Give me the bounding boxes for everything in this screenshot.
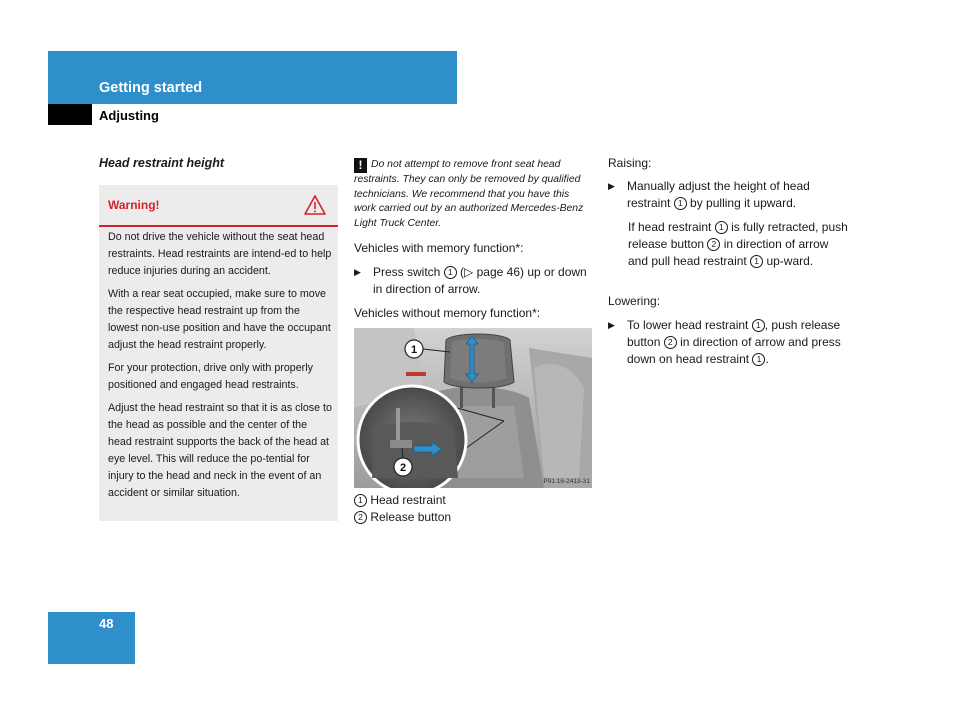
warning-header xyxy=(99,185,338,227)
bullet-arrow-icon: ▶ xyxy=(354,267,361,277)
warning-paragraph: Adjust the head restraint so that it is as close to the head as possible and the center of the head restraint supports the back of the head at eye level. This will reduce the po-tential for injury to the head and neck in the event of an accident or similar situation. xyxy=(108,402,332,499)
lowering-step xyxy=(608,317,848,368)
step-text: Manually adjust the height of head restraint 1 by pulling it upward. xyxy=(627,179,810,210)
marker-1: 1 xyxy=(750,255,763,268)
marker-2: 2 xyxy=(664,336,677,349)
page-ref-link[interactable]: page 46) up or down in direction of arrow. xyxy=(373,265,587,296)
page-ref-icon: ▷ xyxy=(464,265,474,279)
marker-1: 1 xyxy=(715,221,728,234)
caution-note-text: Do not attempt to remove front seat head restraints. They can only be removed by qualified technicians. We recommend that you have this work carried out by an authorized Mercedes-Benz Light Truck Center. xyxy=(354,159,584,229)
step-text: To lower head restraint 1 , push release button 2 in direction of arrow and press down on head restraint 1 . xyxy=(627,318,841,366)
section-title: Adjusting xyxy=(99,108,159,123)
raising-note: If head restraint 1 is fully retracted, push release button 2 in direction of arrow and pull head restraint 1 up-ward. xyxy=(628,220,848,268)
marker-2: 2 xyxy=(354,511,367,524)
bullet-arrow-icon: ▶ xyxy=(608,181,615,191)
warning-box xyxy=(99,185,338,521)
subheading: Head restraint height xyxy=(99,156,225,170)
seat-illustration xyxy=(354,328,592,488)
raising-label: Raising: xyxy=(608,156,652,170)
warning-paragraph: With a rear seat occupied, make sure to move the respective head restraint up from the lowest non-use position and have the occupant adjust the head restraint properly. xyxy=(108,288,331,351)
lowering-label: Lowering: xyxy=(608,294,661,308)
warning-text xyxy=(108,229,332,508)
figure-legend-item: 1 Head restraint xyxy=(354,492,592,509)
section-marker xyxy=(48,104,92,125)
page-number-box xyxy=(48,612,135,664)
exclamation-icon: ! xyxy=(354,158,367,173)
marker-1: 1 xyxy=(752,353,765,366)
head-restraint-figure xyxy=(354,328,592,488)
warning-triangle-icon xyxy=(304,194,326,216)
marker-1: 1 xyxy=(752,319,765,332)
warning-paragraph: Do not drive the vehicle without the seat head restraints. Head restraints are intend-ed to help reduce injuries during an accident. xyxy=(108,231,332,277)
raising-step xyxy=(608,178,848,212)
marker-1: 1 xyxy=(674,197,687,210)
chapter-title: Getting started xyxy=(99,80,203,96)
warning-paragraph: For your protection, drive only with properly positioned and engaged head restraints. xyxy=(108,362,313,391)
step-text: Press switch 1 (▷ page 46) up or down in direction of arrow. xyxy=(373,265,587,296)
callout-1: 1 xyxy=(410,344,418,356)
without-memory-label: Vehicles without memory function*: xyxy=(354,306,541,320)
figure-legend-item: 2 Release button xyxy=(354,509,592,526)
page-number: 48 xyxy=(99,616,114,631)
figure-code: P91.16-2413-31 xyxy=(543,478,590,485)
callout-2: 2 xyxy=(399,462,407,474)
with-memory-step xyxy=(354,264,592,298)
header-bar xyxy=(48,51,457,104)
caution-note xyxy=(354,158,592,231)
bullet-arrow-icon: ▶ xyxy=(608,320,615,330)
marker-1: 1 xyxy=(354,494,367,507)
with-memory-label: Vehicles with memory function*: xyxy=(354,241,524,255)
marker-2: 2 xyxy=(707,238,720,251)
warning-label: Warning! xyxy=(108,198,160,212)
marker-1: 1 xyxy=(444,266,457,279)
